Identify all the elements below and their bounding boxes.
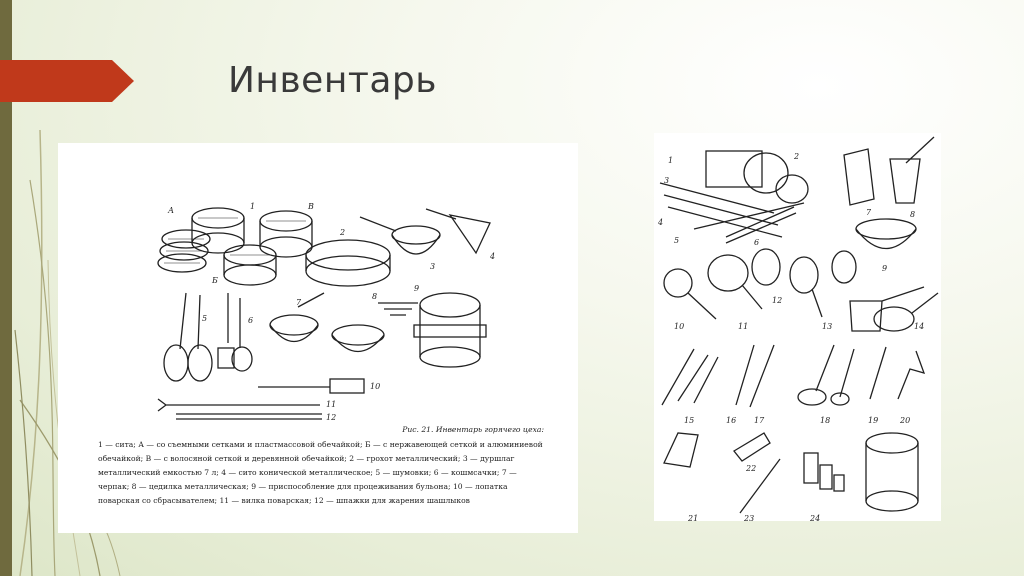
- label-A: А: [168, 206, 175, 215]
- r-label-2: 2: [794, 152, 800, 161]
- r-label-4: 4: [658, 218, 664, 227]
- r-label-11: 11: [738, 322, 749, 331]
- label-8: 8: [372, 292, 378, 301]
- label-Be: Б: [212, 276, 218, 285]
- label-11: 11: [326, 400, 337, 409]
- r-label-21: 21: [688, 514, 699, 521]
- right-figure-panel: [654, 133, 941, 521]
- label-2: 2: [340, 228, 346, 237]
- r-label-15: 15: [684, 416, 695, 425]
- label-9: 9: [414, 284, 420, 293]
- r-label-6: 6: [754, 238, 760, 247]
- r-label-24: 24: [810, 514, 821, 521]
- label-B-cyr: В: [308, 202, 314, 211]
- slide-title: Инвентарь: [228, 60, 437, 101]
- left-figure-panel: [58, 143, 578, 533]
- caption-title: Рис. 21. Инвентарь горячего цеха:: [402, 425, 544, 434]
- r-label-19: 19: [868, 416, 879, 425]
- r-label-5: 5: [674, 236, 680, 245]
- label-5: 5: [202, 314, 208, 323]
- figure-caption: [98, 423, 544, 508]
- r-label-7: 7: [866, 208, 872, 217]
- r-label-20: 20: [900, 416, 911, 425]
- kitchen-utensils-illustration: [654, 133, 941, 521]
- r-label-12: 12: [772, 296, 783, 305]
- r-label-18: 18: [820, 416, 831, 425]
- label-6: 6: [248, 316, 254, 325]
- r-label-14: 14: [914, 322, 925, 331]
- label-4: 4: [490, 252, 496, 261]
- r-label-3: 3: [664, 176, 670, 185]
- label-12: 12: [326, 413, 337, 422]
- label-1: 1: [250, 202, 256, 211]
- label-3: 3: [430, 262, 436, 271]
- r-label-1: 1: [668, 156, 674, 165]
- r-label-23: 23: [744, 514, 755, 521]
- r-label-10: 10: [674, 322, 685, 331]
- r-label-22: 22: [746, 464, 757, 473]
- label-7: 7: [296, 298, 302, 307]
- r-label-9: 9: [882, 264, 888, 273]
- caption-text: 1 — сита; А — со съемными сетками и пластмассовой обечайкой; Б — с нержавеющей сеткой и алюминиевой обечайкой; В — с волосяной сеткой и деревянной обечайкой; 2 — грохот металлический; 3 — дуршлаг металлический емкостью 7 л; 4 — сито конической металлическое; 5 — шумовки; 6 — кошмсачки; 7 — черпак; 8 — цедилка металлическая; 9 — приспособление для процеживания бульона; 10 — лопатка поварская со сбрасывателем; 11 — вилка поварская; 12 — шпажки для жарения шашлыков: [98, 440, 543, 505]
- hot-kitchen-tools-illustration: [58, 143, 578, 423]
- r-label-16: 16: [726, 416, 737, 425]
- r-label-8: 8: [910, 210, 916, 219]
- title-arrow-marker: [0, 60, 134, 102]
- r-label-13: 13: [822, 322, 833, 331]
- label-10: 10: [370, 382, 381, 391]
- r-label-17: 17: [754, 416, 765, 425]
